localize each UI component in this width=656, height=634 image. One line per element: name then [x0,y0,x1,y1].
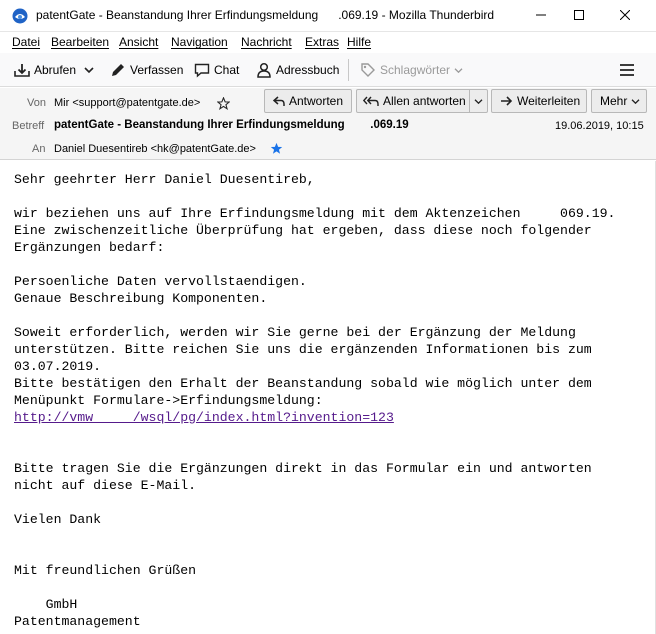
tags-label: Schlagwörter [380,63,451,77]
message-body [0,161,656,634]
write-button[interactable] [110,60,183,80]
chat-button[interactable] [194,60,239,80]
close-button[interactable] [602,0,648,30]
menu-nachricht[interactable]: Nachricht [241,35,292,49]
reply-button[interactable] [264,89,352,113]
maximize-icon [574,10,584,20]
write-label: Verfassen [130,63,184,77]
reply-all-icon [363,95,379,107]
body-line: 03.07.2019. [14,359,102,374]
body-line: unterstützen. Bitte reichen Sie uns die ergänzenden Informationen bis zum [14,342,592,357]
reply-label: Antworten [289,94,344,108]
subject-label: Betreff [12,120,45,132]
close-icon [620,10,630,20]
main-toolbar [0,53,656,87]
get-mail-dropdown[interactable] [84,60,94,80]
greeting: Sehr geehrter Herr Daniel Duesentireb, [14,172,315,187]
app-menu-button[interactable] [620,60,634,80]
window-title: patentGate - Beanstandung Ihrer Erfindungsmeldung .069.19 - Mozilla Thunderbird [36,8,495,22]
menu-hilfe[interactable]: Hilfe [347,35,372,49]
body-line: Ergänzungen bedarf: [14,240,165,255]
chevron-down-icon [474,98,483,105]
body-line: Menüpunkt Formulare->Erfindungsmeldung: [14,393,323,408]
tags-button[interactable] [360,60,463,80]
chat-icon [194,62,210,78]
menu-bar [0,32,656,52]
menu-extras[interactable]: Extras [305,35,340,49]
forward-button[interactable] [491,89,587,113]
chevron-down-icon [631,98,640,105]
body-line: Patentmanagement [14,614,141,629]
minimize-icon [536,10,546,20]
menu-datei[interactable]: Datei [12,35,41,49]
to-label: An [32,143,46,155]
download-icon [14,62,30,78]
toolbar-separator [348,59,349,81]
menu-ansicht[interactable]: Ansicht [119,35,159,49]
forward-icon [500,95,513,107]
more-label: Mehr [600,94,628,108]
body-line: Bitte bestätigen den Erhalt der Beanstandung sobald wie möglich unter dem [14,376,592,391]
invention-link[interactable]: http://vmw /wsql/pg/index.html?invention=123 [14,410,394,425]
body-line: Genaue Beschreibung Komponenten. [14,291,268,306]
date-value: 19.06.2019, 10:15 [555,120,644,132]
reply-all-dropdown[interactable] [469,90,487,112]
hamburger-icon [620,64,634,76]
from-value[interactable]: Mir <support@patentgate.de> [54,97,201,109]
body-line: Eine zwischenzeitliche Überprüfung hat ergeben, dass diese noch folgender [14,223,592,238]
star-icon[interactable] [217,97,230,110]
tag-icon [360,62,376,78]
reply-all-label: Allen antworten [383,94,466,108]
maximize-button[interactable] [556,0,602,30]
chat-label: Chat [214,63,240,77]
user-icon [256,62,272,78]
address-book-label: Adressbuch [276,63,340,77]
menu-bearbeiten[interactable]: Bearbeiten [51,35,110,49]
get-mail-button[interactable] [14,60,76,80]
reply-all-button[interactable] [356,89,488,113]
reply-icon [273,95,285,107]
body-line: Bitte tragen Sie die Ergänzungen direkt in das Formular ein und antworten [14,461,592,476]
body-line: GmbH [14,597,78,612]
body-line: Mit freundlichen Grüßen [14,563,197,578]
star-filled-icon[interactable] [270,142,283,155]
to-value[interactable]: Daniel Duesentireb <hk@patentGate.de> [54,143,256,155]
forward-label: Weiterleiten [517,94,581,108]
message-header [0,88,656,160]
title-bar [0,0,656,32]
body-line: Persoenliche Daten vervollstaendigen. [14,274,307,289]
menu-navigation[interactable]: Navigation [171,35,228,49]
subject-value: patentGate - Beanstandung Ihrer Erfindungsmeldung .069.19 [54,119,409,131]
body-line: nicht auf diese E-Mail. [14,478,197,493]
body-line: wir beziehen uns auf Ihre Erfindungsmeldung mit dem Aktenzeichen 069.19. [14,206,616,221]
chevron-down-icon [454,67,463,74]
get-mail-label: Abrufen [34,63,77,77]
body-line: Soweit erforderlich, werden wir Sie gerne bei der Ergänzung der Meldung [14,325,576,340]
more-button[interactable] [591,89,647,113]
address-book-button[interactable] [256,60,339,80]
thunderbird-icon [12,8,28,24]
body-line: Vielen Dank [14,512,102,527]
chevron-down-icon [84,66,94,74]
pencil-icon [110,62,126,78]
from-label: Von [27,97,46,109]
